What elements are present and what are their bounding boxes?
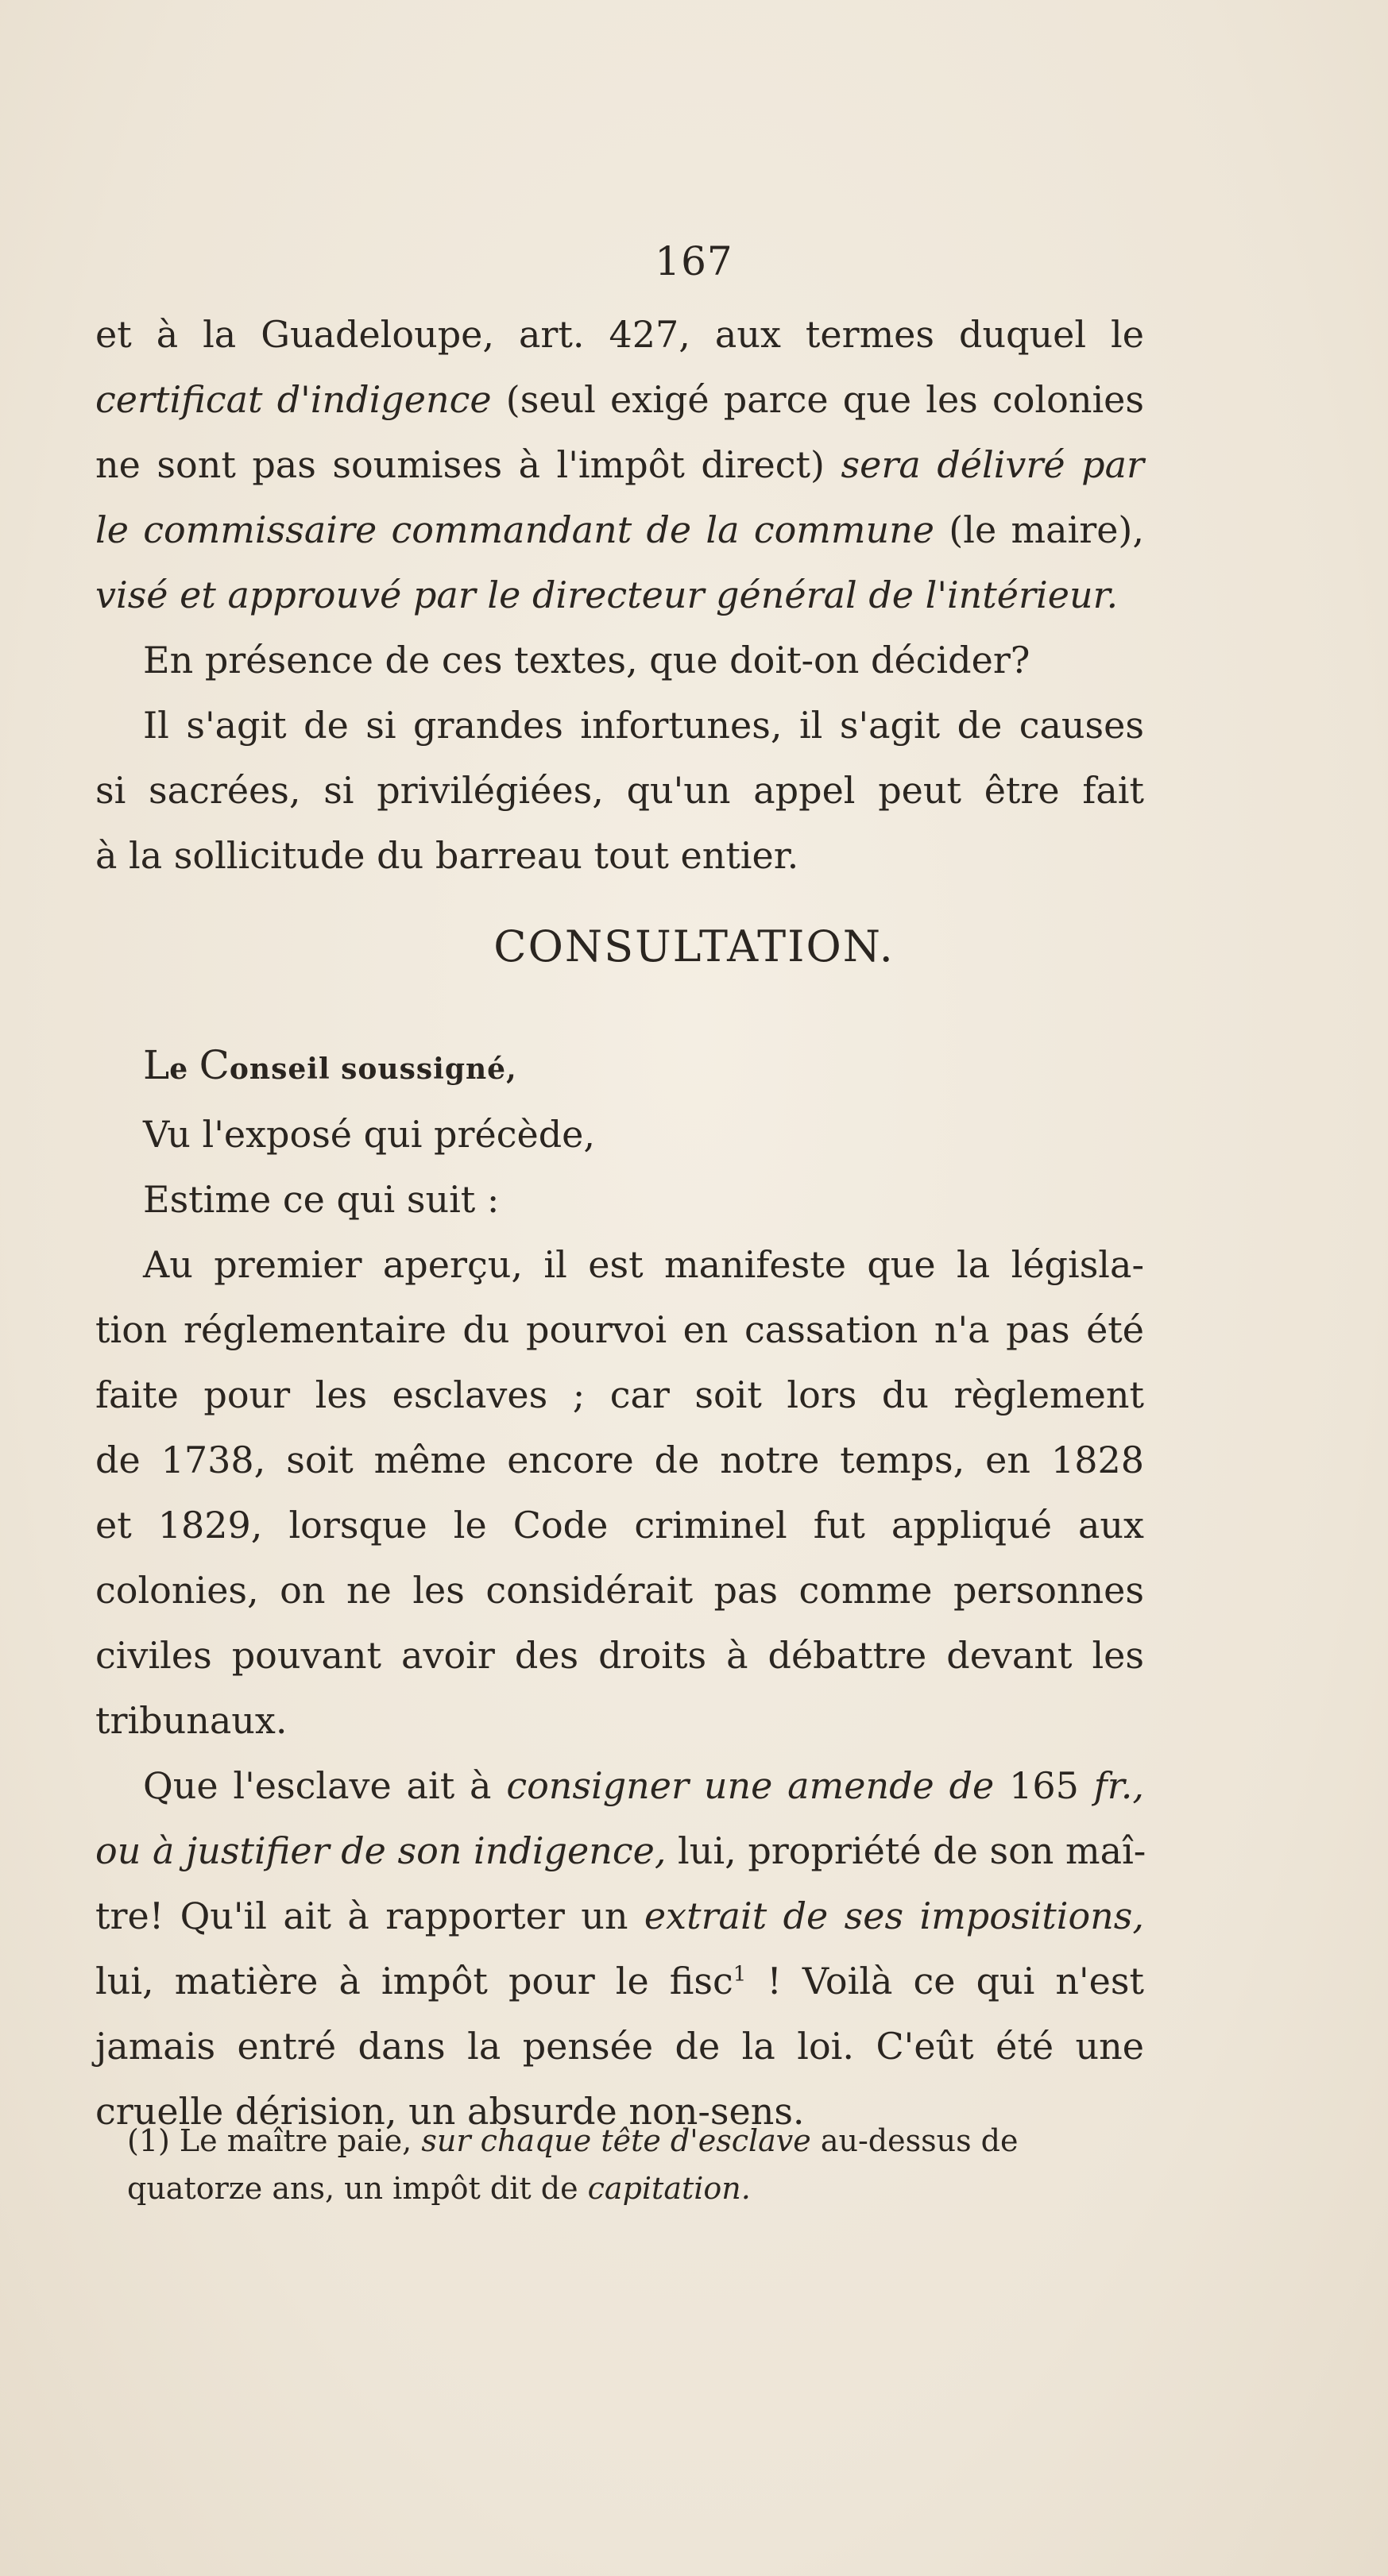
text-span: Que l'esclave ait à (143, 1764, 507, 1807)
text-line: Estime ce qui suit : (143, 1178, 500, 1221)
footnote (127, 2117, 1144, 2212)
text-line: à la sollicitude du barreau tout entier. (95, 834, 799, 877)
italic-text: fr., (1093, 1764, 1144, 1807)
text-span: ! Voilà ce qui n'est (746, 1960, 1144, 2002)
text-line (95, 497, 1144, 562)
text-span: (le maire), (934, 508, 1144, 551)
text-line (95, 1753, 1144, 1818)
text-span: onseil soussigné, (229, 1052, 517, 1086)
text-span: C (199, 1042, 230, 1088)
italic-text: sur chaque tête d'esclave (421, 2123, 811, 2158)
text-span: lui, propriété de son maî- (666, 1829, 1146, 1872)
italic-text: ou à justifier de son indigence, (95, 1829, 667, 1872)
italic-text: sera délivré par (841, 443, 1145, 486)
text-line: tion réglementaire du pourvoi en cassation n'a pas été (95, 1308, 1144, 1351)
text-line: de 1738, soit même encore de notre temps, en 1828 (95, 1439, 1144, 1481)
text-span: 165 (994, 1764, 1094, 1807)
text-line: cruelle dérision, un absurde non-sens. (95, 2090, 805, 2133)
text-span: au-dessus de (810, 2123, 1019, 2158)
text-line: si sacrées, si privilégiées, qu'un appel peut être fait (95, 769, 1144, 812)
text-line (95, 1883, 1144, 1948)
italic-text: capitation. (587, 2171, 751, 2206)
text-span: lui, matière à impôt pour le fisc (95, 1960, 733, 2002)
text-span: (seul exigé parce que les colonies (491, 378, 1144, 421)
text-line: visé et approuvé par le directeur général de l'intérieur. (95, 574, 1119, 616)
text-line: colonies, on ne les considérait pas comme personnes (95, 1569, 1144, 1612)
text-line (95, 1948, 1144, 2014)
italic-text: consigner une amende de (506, 1764, 995, 1807)
text-line: jamais entré dans la pensée de la loi. C'eût été une (95, 2025, 1144, 2068)
text-line: et 1829, lorsque le Code criminel fut appliqué aux (95, 1504, 1144, 1547)
consultation-body (95, 1033, 1144, 2144)
text-line: tribunaux. (95, 1699, 288, 1742)
intro-paragraph (95, 302, 1144, 888)
footnote-line (127, 2117, 1144, 2165)
text-line: Il s'agit de si grandes infortunes, il s'agit de causes (143, 704, 1144, 747)
text-span: (1) Le maître paie, (127, 2123, 422, 2158)
footnote-marker: 1 (733, 1962, 747, 1987)
text-span: ne sont pas soumises à l'impôt direct) (95, 443, 841, 486)
text-span: e (169, 1052, 199, 1086)
text-line: Vu l'exposé qui précède, (143, 1113, 595, 1156)
text-span: quatorze ans, un impôt dit de (127, 2171, 588, 2206)
italic-text: certificat d'indigence (95, 378, 492, 421)
text-line: et à la Guadeloupe, art. 427, aux termes duquel le (95, 313, 1144, 356)
section-heading: CONSULTATION. (493, 921, 895, 971)
text-line: En présence de ces textes, que doit-on décider? (143, 639, 1030, 682)
italic-text: le commissaire commandant de la commune (95, 508, 935, 551)
italic-text: extrait de ses impositions, (644, 1894, 1144, 1937)
text-line: Au premier aperçu, il est manifeste que la législa- (143, 1243, 1144, 1286)
footnote-line (127, 2165, 1144, 2212)
text-span: L (143, 1042, 170, 1088)
text-line: civiles pouvant avoir des droits à débattre devant les (95, 1634, 1144, 1677)
text-line (95, 432, 1144, 497)
text-line: faite pour les esclaves ; car soit lors du règlement (95, 1373, 1144, 1416)
text-line (95, 1818, 1144, 1883)
text-span: tre! Qu'il ait à rapporter un (95, 1894, 644, 1937)
text-line (95, 367, 1144, 432)
page-number: 167 (655, 238, 733, 284)
text-line (95, 1033, 1144, 1102)
